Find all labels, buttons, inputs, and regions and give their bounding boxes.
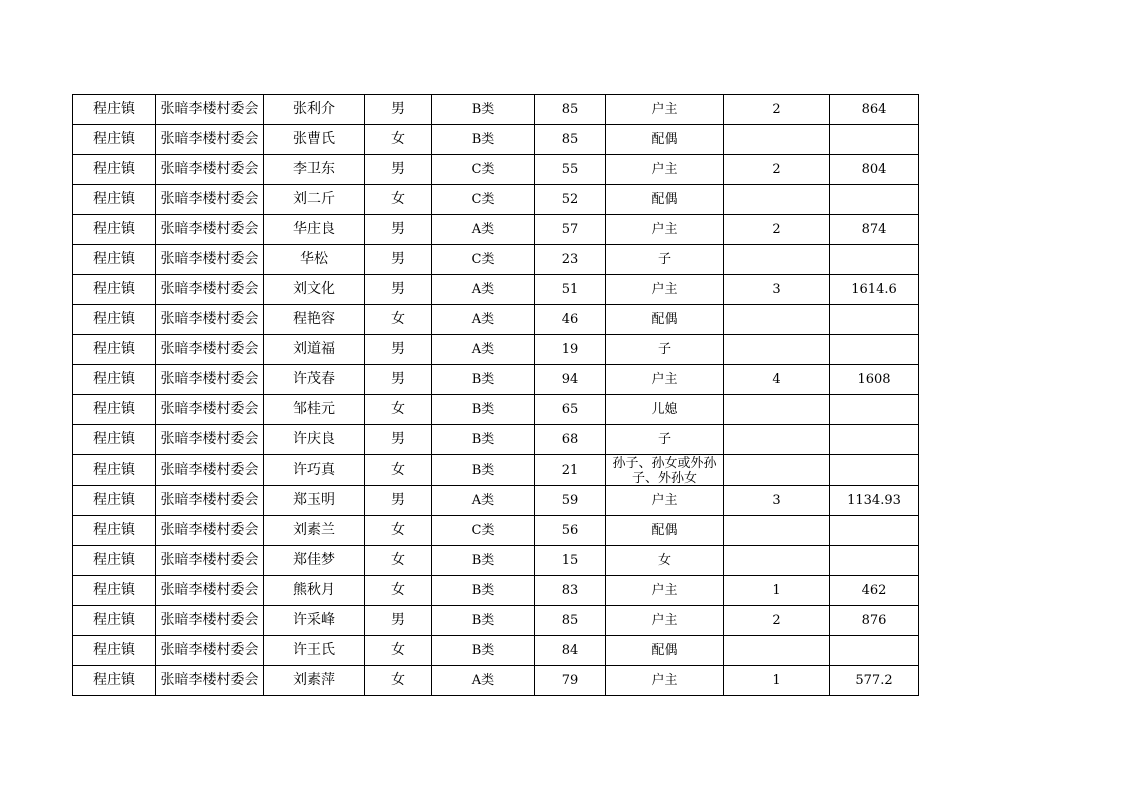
relation-cell: 户主 <box>606 606 724 636</box>
category-cell: B类 <box>432 576 535 606</box>
household-size-cell: 2 <box>724 215 830 245</box>
amount-cell: 1614.6 <box>830 275 919 305</box>
amount-cell <box>830 185 919 215</box>
household-size-cell <box>724 455 830 486</box>
data-table <box>72 94 919 696</box>
name-cell: 邹桂元 <box>264 395 365 425</box>
village-committee-cell: 张暗李楼村委会 <box>156 546 264 576</box>
gender-cell: 男 <box>365 335 432 365</box>
age-cell: 51 <box>535 275 606 305</box>
village-committee-cell: 张暗李楼村委会 <box>156 666 264 696</box>
category-cell: A类 <box>432 666 535 696</box>
age-cell: 46 <box>535 305 606 335</box>
age-cell: 52 <box>535 185 606 215</box>
table-body <box>73 95 919 696</box>
amount-cell <box>830 425 919 455</box>
town-cell: 程庄镇 <box>73 666 156 696</box>
table-row <box>73 425 919 455</box>
name-cell: 刘文化 <box>264 275 365 305</box>
amount-cell <box>830 335 919 365</box>
category-cell: B类 <box>432 455 535 486</box>
village-committee-cell: 张暗李楼村委会 <box>156 425 264 455</box>
amount-cell: 1134.93 <box>830 486 919 516</box>
household-size-cell <box>724 245 830 275</box>
age-cell: 85 <box>535 125 606 155</box>
category-cell: C类 <box>432 185 535 215</box>
amount-cell <box>830 125 919 155</box>
amount-cell <box>830 395 919 425</box>
relation-cell: 户主 <box>606 576 724 606</box>
table-row <box>73 636 919 666</box>
relation-cell: 配偶 <box>606 125 724 155</box>
household-size-cell: 1 <box>724 666 830 696</box>
table-row <box>73 155 919 185</box>
relation-cell: 户主 <box>606 275 724 305</box>
age-cell: 94 <box>535 365 606 395</box>
age-cell: 83 <box>535 576 606 606</box>
gender-cell: 女 <box>365 455 432 486</box>
name-cell: 刘二斤 <box>264 185 365 215</box>
village-committee-cell: 张暗李楼村委会 <box>156 516 264 546</box>
name-cell: 张曹氏 <box>264 125 365 155</box>
name-cell: 许巧真 <box>264 455 365 486</box>
town-cell: 程庄镇 <box>73 155 156 185</box>
town-cell: 程庄镇 <box>73 425 156 455</box>
relation-cell: 户主 <box>606 666 724 696</box>
category-cell: C类 <box>432 516 535 546</box>
relation-cell: 户主 <box>606 486 724 516</box>
relation-cell: 女 <box>606 546 724 576</box>
category-cell: C类 <box>432 155 535 185</box>
age-cell: 85 <box>535 95 606 125</box>
household-size-cell <box>724 335 830 365</box>
category-cell: B类 <box>432 125 535 155</box>
gender-cell: 女 <box>365 576 432 606</box>
table-row <box>73 335 919 365</box>
gender-cell: 男 <box>365 275 432 305</box>
amount-cell <box>830 245 919 275</box>
gender-cell: 男 <box>365 245 432 275</box>
town-cell: 程庄镇 <box>73 395 156 425</box>
category-cell: A类 <box>432 486 535 516</box>
gender-cell: 男 <box>365 95 432 125</box>
town-cell: 程庄镇 <box>73 95 156 125</box>
name-cell: 张利介 <box>264 95 365 125</box>
gender-cell: 男 <box>365 215 432 245</box>
table-row <box>73 395 919 425</box>
table-row <box>73 576 919 606</box>
table-row <box>73 455 919 486</box>
name-cell: 李卫东 <box>264 155 365 185</box>
village-committee-cell: 张暗李楼村委会 <box>156 606 264 636</box>
household-size-cell <box>724 185 830 215</box>
gender-cell: 女 <box>365 636 432 666</box>
amount-cell: 864 <box>830 95 919 125</box>
gender-cell: 女 <box>365 546 432 576</box>
household-size-cell <box>724 395 830 425</box>
gender-cell: 男 <box>365 606 432 636</box>
town-cell: 程庄镇 <box>73 486 156 516</box>
relation-cell: 配偶 <box>606 516 724 546</box>
relation-cell <box>606 455 724 486</box>
town-cell: 程庄镇 <box>73 245 156 275</box>
village-committee-cell: 张暗李楼村委会 <box>156 335 264 365</box>
town-cell: 程庄镇 <box>73 275 156 305</box>
amount-cell <box>830 455 919 486</box>
amount-cell: 804 <box>830 155 919 185</box>
village-committee-cell: 张暗李楼村委会 <box>156 155 264 185</box>
household-size-cell <box>724 546 830 576</box>
gender-cell: 男 <box>365 425 432 455</box>
name-cell: 郑玉明 <box>264 486 365 516</box>
age-cell: 19 <box>535 335 606 365</box>
name-cell: 许王氏 <box>264 636 365 666</box>
age-cell: 23 <box>535 245 606 275</box>
age-cell: 65 <box>535 395 606 425</box>
amount-cell <box>830 546 919 576</box>
village-committee-cell: 张暗李楼村委会 <box>156 455 264 486</box>
household-size-cell <box>724 636 830 666</box>
amount-cell: 1608 <box>830 365 919 395</box>
town-cell: 程庄镇 <box>73 636 156 666</box>
age-cell: 57 <box>535 215 606 245</box>
name-cell: 郑佳梦 <box>264 546 365 576</box>
category-cell: B类 <box>432 636 535 666</box>
name-cell: 许茂春 <box>264 365 365 395</box>
gender-cell: 女 <box>365 125 432 155</box>
town-cell: 程庄镇 <box>73 576 156 606</box>
age-cell: 85 <box>535 606 606 636</box>
table-row <box>73 666 919 696</box>
relation-cell: 配偶 <box>606 305 724 335</box>
town-cell: 程庄镇 <box>73 335 156 365</box>
age-cell: 21 <box>535 455 606 486</box>
table-row <box>73 125 919 155</box>
amount-cell <box>830 636 919 666</box>
age-cell: 59 <box>535 486 606 516</box>
category-cell: B类 <box>432 395 535 425</box>
village-committee-cell: 张暗李楼村委会 <box>156 486 264 516</box>
age-cell: 56 <box>535 516 606 546</box>
category-cell: B类 <box>432 95 535 125</box>
amount-cell <box>830 305 919 335</box>
name-cell: 熊秋月 <box>264 576 365 606</box>
age-cell: 68 <box>535 425 606 455</box>
table-row <box>73 305 919 335</box>
relation-cell: 户主 <box>606 215 724 245</box>
village-committee-cell: 张暗李楼村委会 <box>156 305 264 335</box>
village-committee-cell: 张暗李楼村委会 <box>156 365 264 395</box>
category-cell: B类 <box>432 546 535 576</box>
table-row <box>73 606 919 636</box>
household-size-cell: 2 <box>724 606 830 636</box>
name-cell: 刘道福 <box>264 335 365 365</box>
amount-cell: 874 <box>830 215 919 245</box>
relation-cell: 户主 <box>606 155 724 185</box>
name-cell: 刘素萍 <box>264 666 365 696</box>
village-committee-cell: 张暗李楼村委会 <box>156 275 264 305</box>
amount-cell: 577.2 <box>830 666 919 696</box>
age-cell: 84 <box>535 636 606 666</box>
table-row <box>73 365 919 395</box>
category-cell: A类 <box>432 305 535 335</box>
amount-cell: 462 <box>830 576 919 606</box>
village-committee-cell: 张暗李楼村委会 <box>156 636 264 666</box>
village-committee-cell: 张暗李楼村委会 <box>156 185 264 215</box>
table-row <box>73 516 919 546</box>
town-cell: 程庄镇 <box>73 125 156 155</box>
village-committee-cell: 张暗李楼村委会 <box>156 245 264 275</box>
name-cell: 华松 <box>264 245 365 275</box>
town-cell: 程庄镇 <box>73 455 156 486</box>
gender-cell: 男 <box>365 365 432 395</box>
table-row <box>73 215 919 245</box>
table-row <box>73 185 919 215</box>
gender-cell: 男 <box>365 486 432 516</box>
relation-text: 孙子、孙女或外孙子、外孙女 <box>612 456 717 484</box>
relation-cell: 配偶 <box>606 185 724 215</box>
relation-cell: 子 <box>606 425 724 455</box>
town-cell: 程庄镇 <box>73 516 156 546</box>
village-committee-cell: 张暗李楼村委会 <box>156 125 264 155</box>
gender-cell: 女 <box>365 516 432 546</box>
age-cell: 55 <box>535 155 606 185</box>
table-row <box>73 275 919 305</box>
town-cell: 程庄镇 <box>73 305 156 335</box>
town-cell: 程庄镇 <box>73 215 156 245</box>
household-size-cell: 3 <box>724 486 830 516</box>
name-cell: 许庆良 <box>264 425 365 455</box>
name-cell: 刘素兰 <box>264 516 365 546</box>
amount-cell: 876 <box>830 606 919 636</box>
age-cell: 79 <box>535 666 606 696</box>
village-committee-cell: 张暗李楼村委会 <box>156 576 264 606</box>
relation-cell: 户主 <box>606 95 724 125</box>
gender-cell: 女 <box>365 666 432 696</box>
village-committee-cell: 张暗李楼村委会 <box>156 395 264 425</box>
name-cell: 华庄良 <box>264 215 365 245</box>
category-cell: A类 <box>432 335 535 365</box>
household-size-cell: 3 <box>724 275 830 305</box>
category-cell: C类 <box>432 245 535 275</box>
town-cell: 程庄镇 <box>73 185 156 215</box>
table-row <box>73 95 919 125</box>
relation-cell: 子 <box>606 335 724 365</box>
town-cell: 程庄镇 <box>73 546 156 576</box>
relation-cell: 儿媳 <box>606 395 724 425</box>
table-row <box>73 546 919 576</box>
town-cell: 程庄镇 <box>73 606 156 636</box>
relation-cell: 户主 <box>606 365 724 395</box>
amount-cell <box>830 516 919 546</box>
household-size-cell <box>724 425 830 455</box>
table-row <box>73 486 919 516</box>
relation-cell: 子 <box>606 245 724 275</box>
household-size-cell: 1 <box>724 576 830 606</box>
table-row <box>73 245 919 275</box>
relation-cell: 配偶 <box>606 636 724 666</box>
category-cell: B类 <box>432 365 535 395</box>
name-cell: 程艳容 <box>264 305 365 335</box>
category-cell: B类 <box>432 606 535 636</box>
name-cell: 许采峰 <box>264 606 365 636</box>
category-cell: A类 <box>432 275 535 305</box>
village-committee-cell: 张暗李楼村委会 <box>156 215 264 245</box>
gender-cell: 女 <box>365 395 432 425</box>
household-size-cell: 2 <box>724 95 830 125</box>
town-cell: 程庄镇 <box>73 365 156 395</box>
village-committee-cell: 张暗李楼村委会 <box>156 95 264 125</box>
category-cell: B类 <box>432 425 535 455</box>
household-size-cell <box>724 305 830 335</box>
category-cell: A类 <box>432 215 535 245</box>
gender-cell: 女 <box>365 185 432 215</box>
household-size-cell <box>724 125 830 155</box>
household-size-cell: 4 <box>724 365 830 395</box>
household-size-cell: 2 <box>724 155 830 185</box>
gender-cell: 女 <box>365 305 432 335</box>
gender-cell: 男 <box>365 155 432 185</box>
household-size-cell <box>724 516 830 546</box>
age-cell: 15 <box>535 546 606 576</box>
